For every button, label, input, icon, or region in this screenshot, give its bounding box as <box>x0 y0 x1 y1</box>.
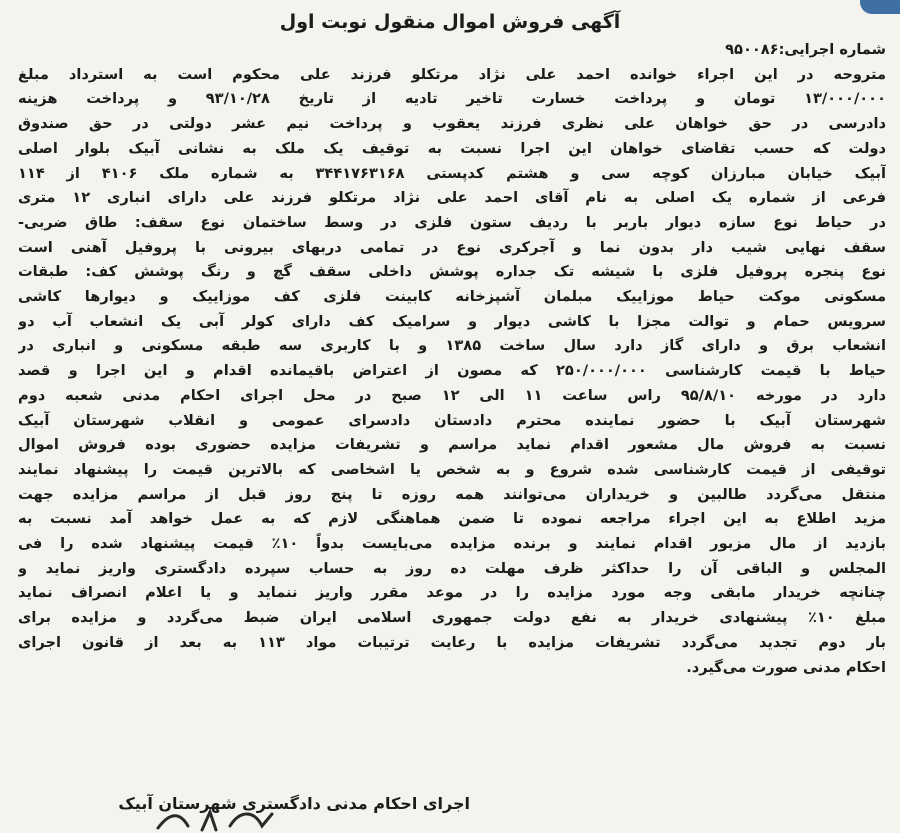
body-text-line: سرویس حمام و توالت مجزا با کاشی دیوار و سرامیک کف دارای کولر آبی یک انشعاب آب دو <box>18 312 886 330</box>
body-text-line: مبلغ ۱۰٪ پیشنهادی خریدار به نفع دولت جمهوری اسلامی ایران ضبط می‌گردد و مزایده برای <box>18 609 886 627</box>
body-text-line: حیاط با قیمت کارشناسی ۲۵۰/۰۰۰/۰۰۰ که مصون از اعتراض باقیمانده اقدام و این اجرا و قصد <box>18 362 886 380</box>
body-text-line: احکام مدنی صورت می‌گیرد. <box>686 658 886 676</box>
body-text-line: بازدید از مال مزبور اقدام نمایند و برنده مزایده می‌بایست بدواً ۱۰٪ قیمت پیشنهاد شده را فی <box>18 535 886 553</box>
body-text-line: فرعی از شماره یک اصلی به نام آقای احمد علی نژاد مرتکلو فرزند علی دارای انباری ۱۲ متری <box>18 189 886 207</box>
body-text-line: سقف نهایی شیب دار بدون نما و آجرکری نوع در تمامی دربهای بیرونی با پروفیل آهنی است <box>18 238 886 256</box>
body-text-line: دادرسی در حق خواهان علی نظری فرزند یعقوب و پرداخت نیم عشر دولتی در حق صندوق <box>18 115 886 133</box>
body-text-line: متروحه در این اجراء خوانده احمد علی نژاد مرتکلو فرزند علی محکوم است به استرداد مبلغ <box>18 65 886 83</box>
body-text-line: دولت که حسب تقاضای خواهان این اجرا نسبت به توقیف یک ملک به نشانی آبیک بلوار اصلی <box>18 139 886 157</box>
body-text-line: توقیفی از قیمت کارشناسی شده شروع و به شخص یا اشخاصی که بالاترین قیمت را پیشنهاد نمایند <box>18 460 886 478</box>
body-text-line: مزید اطلاع به این اجراء مراجعه نموده تا ضمن هماهنگی لازم که به عمل خواهد آمد نسبت به <box>18 510 886 528</box>
signature-line: اجرای احکام مدنی دادگستری شهرستان آبیک <box>118 794 470 813</box>
body-text-line: نوع پنجره پروفیل فلزی با شیشه تک جداره پوشش داخلی سقف گچ و رنگ پوشش کف: طبقات <box>18 263 886 281</box>
body-text-line: نسبت به فروش مال مشعور اقدام نماید مراسم و تشریفات مزایده حضوری بوده فروش اموال <box>18 436 886 454</box>
body-text-line: المجلس و الباقی آن را حداکثر ظرف مهلت ده روز به حساب سپرده دادگستری واریز نماید و <box>18 559 886 577</box>
body-text-line: دارد در مورخه ۹۵/۸/۱۰ راس ساعت ۱۱ الی ۱۲ صبح در محل اجرای احکام مدنی شعبه دوم <box>18 386 886 404</box>
body-text-line: شهرستان آبیک با حضور نماینده محترم دادستان دادسرای عمومی و انقلاب شهرستان آبیک <box>18 411 886 429</box>
execution-number-line: شماره اجرایی:۹۵۰۰۸۶ <box>725 41 886 58</box>
ad-title: آگهی فروش اموال منقول نوبت اول <box>279 11 621 33</box>
handwritten-mark <box>150 806 280 833</box>
body-text-line: منتقل می‌گردد طالبین و خریداران می‌توانند همه روزه تا پنج روز قبل از مراسم مزایده جهت <box>18 485 886 503</box>
body-text-line: انشعاب برق و دارای گاز دارد سال ساخت ۱۳۸۵ و با کاربری سه طبقه مسکونی و انباری در <box>18 337 886 355</box>
body-text-line: چنانچه خریدار مابقی وجه مورد مزایده را در موعد مقرر واریز ننماید و یا اعلام انصراف نماید <box>18 584 886 602</box>
ad-body <box>18 38 886 680</box>
body-text-line: ۱۳/۰۰۰/۰۰۰ تومان و پرداخت خسارت تاخیر تادیه از تاریخ ۹۳/۱۰/۲۸ و پرداخت هزینه <box>18 90 886 108</box>
body-text-line: مسکونی موکت حیاط موزاییک مبلمان آشپزخانه کابینت فلزی کف موزاییک و دیوارها کاشی <box>18 288 886 306</box>
body-text-line: بار دوم تجدید می‌گردد تشریفات مزایده با رعایت ترتیبات مواد ۱۱۳ به بعد از قانون اجرای <box>18 633 886 651</box>
body-text-line: در حیاط نوع سازه دیوار باربر با ردیف ستون فلزی در وسط ساختمان نوع سقف: طاق ضربی- <box>18 213 886 231</box>
body-text-line: آبیک خیابان مبارزان کوچه سی و هشتم کدپستی ۳۴۴۱۷۶۳۱۶۸ به شماره ملک ۴۱۰۶ از ۱۱۴ <box>18 164 886 182</box>
